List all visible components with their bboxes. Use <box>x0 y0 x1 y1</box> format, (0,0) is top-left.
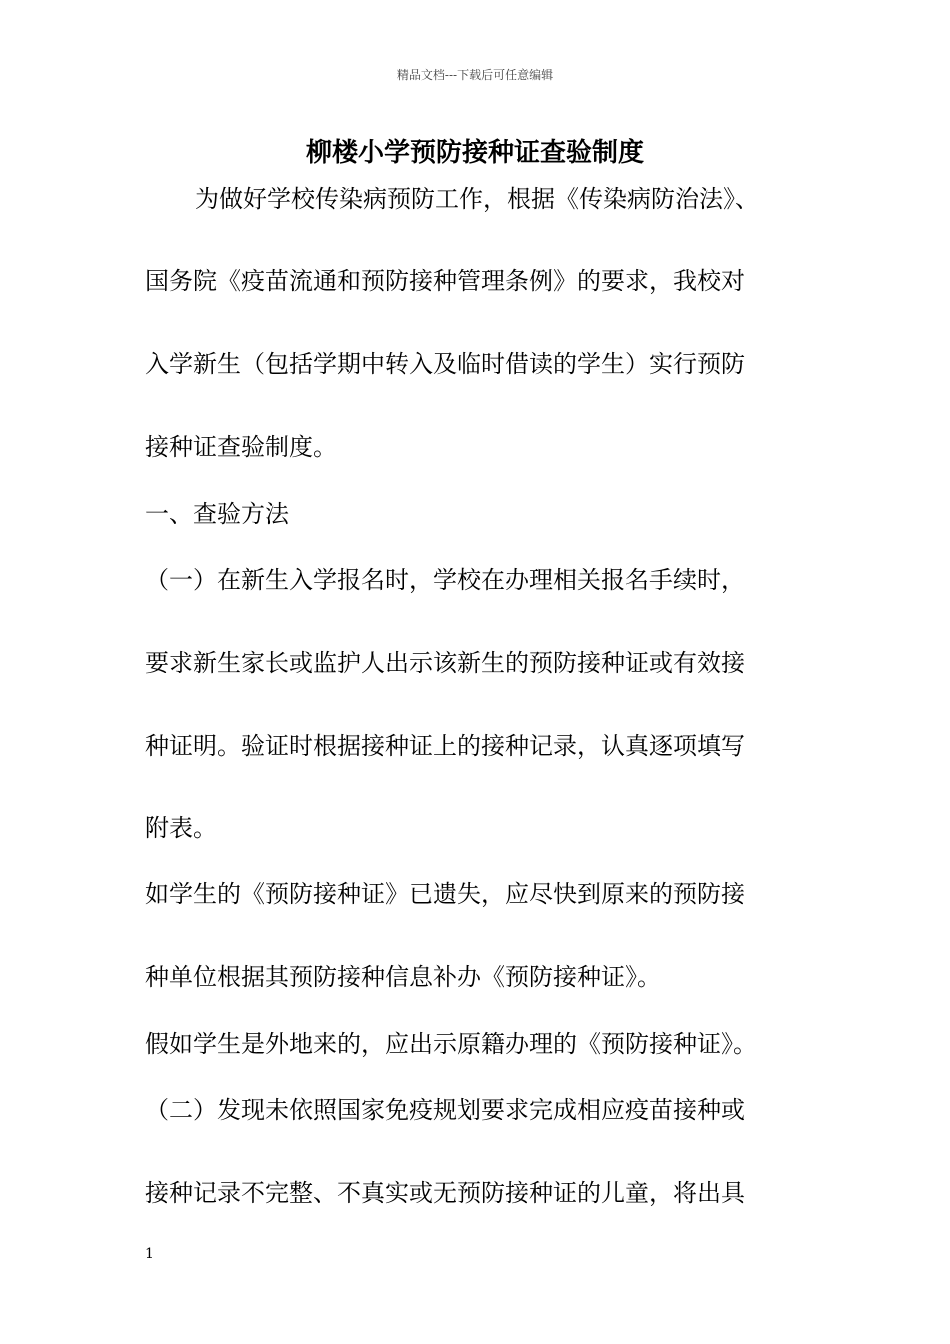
paragraph-line: 假如学生是外地来的，应出示原籍办理的《预防接种证》。 <box>145 1030 757 1058</box>
paragraph-line: 为做好学校传染病预防工作，根据《传染病防治法》、 <box>195 185 759 213</box>
paragraph-line: （二）发现未依照国家免疫规划要求完成相应疫苗接种或 <box>145 1096 745 1124</box>
paragraph-line: 入学新生（包括学期中转入及临时借读的学生）实行预防 <box>145 350 745 378</box>
document-title: 柳楼小学预防接种证查验制度 <box>305 138 644 168</box>
paragraph-line: 种单位根据其预防接种信息补办《预防接种证》。 <box>145 963 661 991</box>
section-heading: 一、查验方法 <box>145 500 289 528</box>
paragraph-line: 国务院《疫苗流通和预防接种管理条例》的要求，我校对 <box>145 267 745 295</box>
paragraph-line: 附表。 <box>145 814 217 842</box>
page-header: 精品文档---下载后可任意编辑 <box>396 68 554 82</box>
page-number: 1 <box>145 1246 154 1262</box>
paragraph-line: 接种证查验制度。 <box>145 433 337 461</box>
paragraph-line: 种证明。验证时根据接种证上的接种记录，认真逐项填写 <box>145 732 745 760</box>
paragraph-line: 要求新生家长或监护人出示该新生的预防接种证或有效接 <box>145 649 745 677</box>
paragraph-line: 如学生的《预防接种证》已遗失，应尽快到原来的预防接 <box>145 880 745 908</box>
paragraph-line: 接种记录不完整、不真实或无预防接种证的儿童，将出具 <box>145 1179 745 1207</box>
paragraph-line: （一）在新生入学报名时，学校在办理相关报名手续时， <box>145 566 745 594</box>
